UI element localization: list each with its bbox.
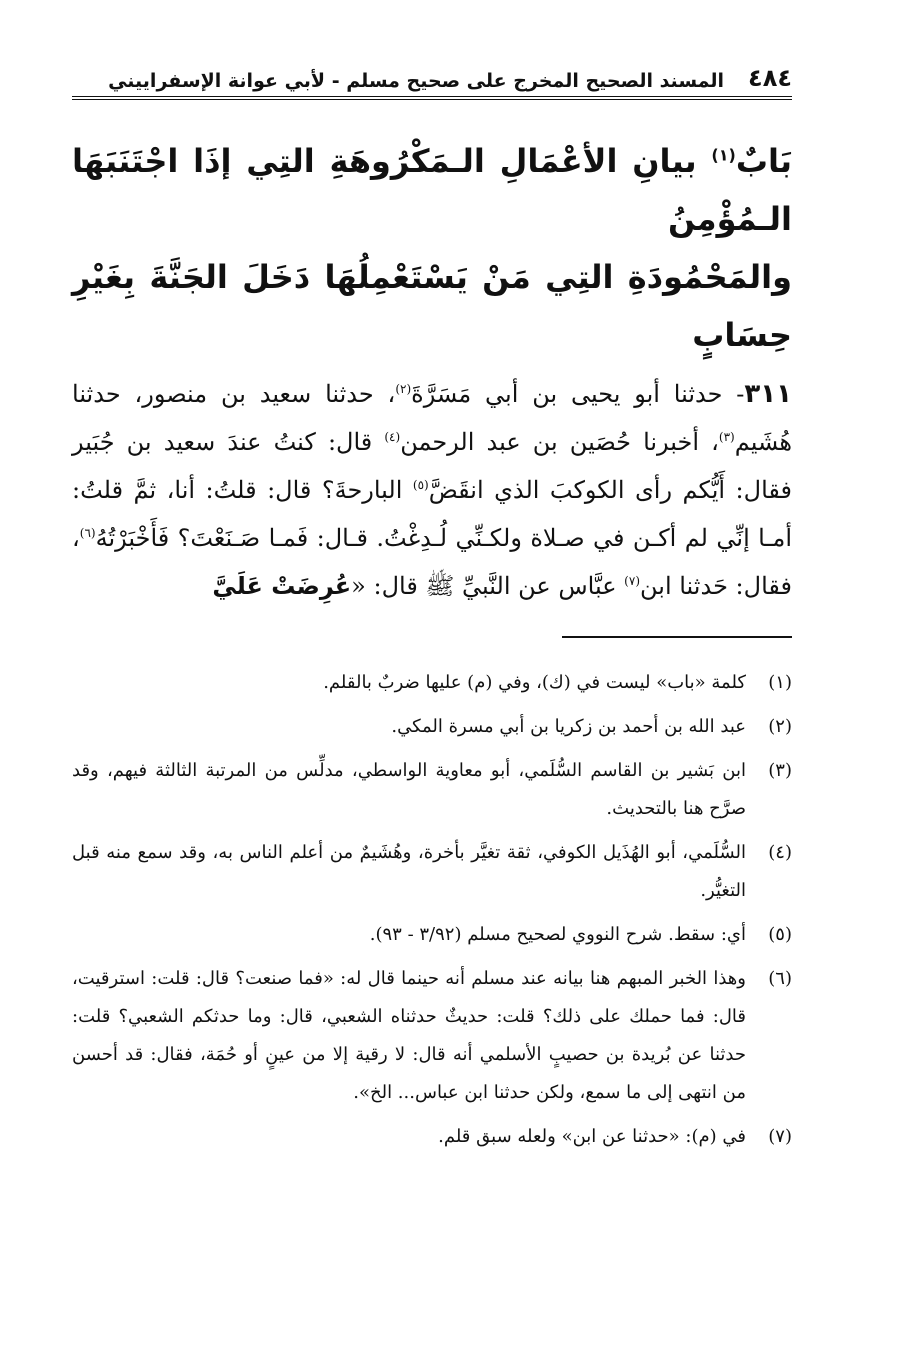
footnote-number: (٦): [768, 968, 792, 989]
hadith-text-segment: قال: كنتُ عندَ سعيد بن جُبَير فقال: أَيُّكم رأى الكوكبَ الذي انقَضَّ: [72, 428, 792, 504]
hadith-text-segment: عبَّاس عن النَّبيِّ ﷺ قال: «: [351, 572, 625, 600]
footnote-number: (٥): [768, 924, 792, 945]
hadith-text-segment: - حدثنا أبو يحيى بن أبي مَسَرَّةَ: [411, 380, 745, 408]
footnote-item: [72, 834, 792, 910]
book-page: [72, 60, 792, 1320]
footnote-text: ابن بَشير بن القاسم السُّلَمي، أبو معاوية الواسطي، مدلِّس من المرتبة الثالثة فيهم، وقد صرَّح هنا بالتحديث.: [72, 760, 746, 819]
footnote-text: في (م): «حدثنا عن ابن» ولعله سبق قلم.: [438, 1126, 746, 1147]
footnote-item: [72, 752, 792, 828]
chapter-title-part-1: بيانِ الأعْمَالِ الـمَكْرُوهَةِ التِي إذَا اجْتَنَبَهَا الـمُؤْمِنُ: [72, 142, 792, 238]
footnote-ref-2: (٢): [395, 382, 412, 396]
footnote-text: وهذا الخبر المبهم هنا بيانه عند مسلم أنه حينما قال له: «فما صنعت؟ قال: قلت: استرقيت، قال: فما حملك على ذلك؟ قلت: حديثٌ حدثناه الشعبي، قال: وما حدثكم الشعبي؟ قلت: حدثنا عن بُريدة بن حصيبٍ الأسلمي أنه قال: لا رقية إلا من عينٍ أو حُمَة، فقال: قد أحسن من انتهى إلى ما سمع، ولكن حدثنا ابن عباس... الخ».: [72, 968, 746, 1103]
footnote-item: [72, 664, 792, 702]
footnote-text: أي: سقط. شرح النووي لصحيح مسلم (٣/٩٢ - ٩٣).: [369, 924, 746, 945]
hadith-paragraph: [72, 370, 792, 610]
footnote-number: (٤): [768, 842, 792, 863]
footnote-ref-3: (٣): [718, 430, 735, 444]
footnote-item: [72, 960, 792, 1112]
footnote-item: [72, 1118, 792, 1156]
footnote-text: عبد الله بن أحمد بن زكريا بن أبي مسرة المكي.: [391, 716, 746, 737]
footnote-ref-1: (١): [711, 145, 736, 165]
chapter-heading-line-1: [72, 132, 792, 248]
chapter-word-bab: بَابٌ: [735, 142, 792, 180]
hadith-bold-quote: عُرِضَتْ عَلَيَّ: [212, 572, 352, 600]
footnote-number: (١): [768, 672, 792, 693]
hadith-number: ٣١١: [744, 379, 792, 409]
footnote-number: (٢): [768, 716, 792, 737]
footnote-text: كلمة «باب» ليست في (ك)، وفي (م) عليها ضربٌ بالقلم.: [323, 672, 746, 693]
footnotes: [72, 664, 792, 1156]
footnote-number: (٧): [768, 1126, 792, 1147]
footnote-number: (٣): [768, 760, 792, 781]
hadith-text-segment: ، أخبرنا حُصَين بن عبد الرحمن: [400, 428, 719, 456]
hadith-text-segment: ، فقال: حَدثنا ابن: [72, 524, 792, 600]
footnote-text: السُّلَمي، أبو الهُذَيل الكوفي، ثقة تغيَّر بأخرة، وهُشَيمٌ من أعلم الناس به، وقد سمع منه قبل التغيُّر.: [72, 842, 746, 901]
footnote-ref-7: (٧): [624, 574, 640, 588]
footnote-item: [72, 708, 792, 746]
footnote-divider: [562, 636, 792, 638]
page-number: ٤٨٤: [748, 64, 792, 92]
chapter-heading: [72, 132, 792, 364]
footnote-ref-4: (٤): [384, 430, 401, 444]
hadith-text-segment: ، حدثنا سعيد بن منصور، حدثنا هُشَيم: [72, 380, 793, 456]
footnote-item: [72, 916, 792, 954]
chapter-heading-line-2: والمَحْمُودَةِ التِي مَنْ يَسْتَعْمِلُهَا دَخَلَ الجَنَّةَ بِغَيْرِ حِسَابٍ: [72, 258, 792, 354]
footnote-ref-5: (٥): [412, 478, 429, 492]
hadith-text-segment: البارحةَ؟ قال: قلتُ: أنا، ثمَّ قلتُ: أمـا إنِّي لم أكـن في صـلاة ولكـنِّي لُـدِغْتُ. قـال: فَمـا صَـنَعْتَ؟ فَأَخْبَرْتُهُ: [72, 476, 792, 552]
footnote-ref-6: (٦): [79, 526, 96, 540]
header-title: المسند الصحيح المخرج على صحيح مسلم - لأبي عوانة الإسفراييني: [108, 70, 725, 92]
running-header: [72, 60, 792, 100]
